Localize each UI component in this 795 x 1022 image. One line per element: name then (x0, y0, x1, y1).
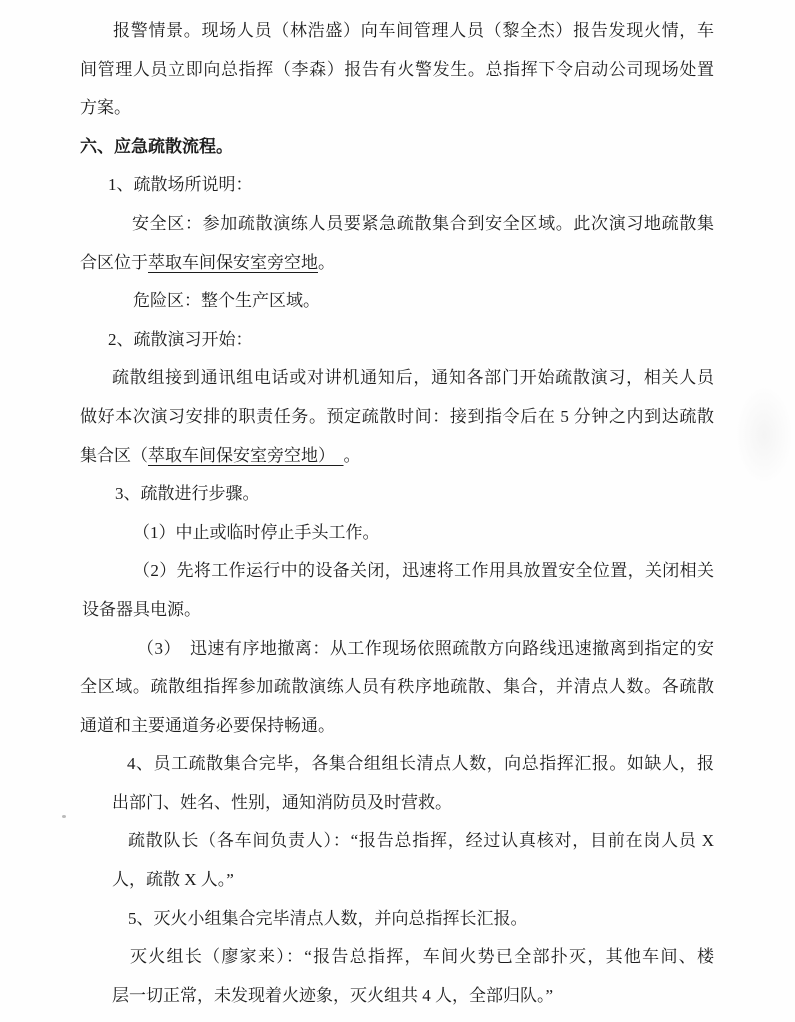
text-line (80, 128, 714, 167)
text-line (80, 861, 714, 900)
text-segment: 2、疏散演习开始： (108, 329, 253, 349)
text-segment: 4、员工疏散集合完毕，各集合组组长清点人数，向总指挥汇报。如缺人，报 (127, 754, 714, 774)
scan-smudge (735, 385, 793, 485)
text-line (80, 552, 714, 591)
text-line (80, 321, 714, 360)
underlined-text: 萃取车间保安室旁空地） (148, 445, 344, 465)
text-segment: 3、疏散进行步骤。 (115, 484, 260, 504)
text-line (80, 475, 714, 514)
text-line (80, 359, 714, 398)
text-line (80, 205, 714, 244)
text-line (80, 745, 714, 784)
text-line (80, 282, 714, 321)
text-line (80, 900, 714, 939)
text-segment: （3） 迅速有序地撤离：从工作现场依照疏散方向路线迅速撤离到指定的安 (137, 638, 714, 658)
text-segment: 设备器具电源。 (82, 599, 201, 619)
text-segment: 疏散组接到通讯组电话或对讲机通知后，通知各部门开始疏散演习，相关人员 (112, 368, 714, 388)
text-line (80, 938, 714, 977)
text-segment: 做好本次演习安排的职责任务。预定疏散时间：接到指令后在 5 分钟之内到达疏散 (80, 406, 714, 426)
text-segment: 间管理人员立即向总指挥（李森）报告有火警发生。总指挥下令启动公司现场处置 (80, 59, 714, 79)
text-segment: 安全区：参加疏散演练人员要紧急疏散集合到安全区域。此次演习地疏散集 (132, 213, 714, 233)
text-line (80, 398, 714, 437)
text-line (80, 89, 714, 128)
text-segment: 危险区：整个生产区域。 (133, 291, 320, 311)
text-line (80, 707, 714, 746)
text-segment: 报警情景。现场人员（林浩盛）向车间管理人员（黎全杰）报告发现火情，车 (113, 21, 714, 40)
text-segment: 5、灭火小组集合完毕清点人数，并向总指挥长汇报。 (128, 908, 528, 928)
text-line (80, 822, 714, 861)
text-segment: 灭火组长（廖家来）：“报告总指挥，车间火势已全部扑灭，其他车间、楼 (130, 947, 714, 967)
text-segment: 。 (343, 445, 361, 465)
document-text-block (80, 12, 714, 1015)
text-line (80, 591, 714, 630)
text-segment: 。 (318, 252, 335, 272)
text-segment: 出部门、姓名、性别，通知消防员及时营救。 (112, 792, 452, 812)
text-line (80, 437, 714, 476)
text-segment: 层一切正常，未发现着火迹象，灭火组共 4 人，全部归队。” (112, 985, 554, 1005)
text-segment: 集合区（ (80, 445, 148, 465)
underlined-text: 萃取车间保安室旁空地 (148, 252, 318, 272)
text-segment: 通道和主要通道务必要保持畅通。 (80, 715, 335, 735)
text-segment: 疏散队长（各车间负责人）：“报告总指挥，经过认真核对，目前在岗人员 X (128, 831, 714, 851)
text-line (80, 668, 714, 707)
text-line (80, 244, 714, 283)
text-segment: 合区位于 (80, 252, 148, 272)
text-line (80, 784, 714, 823)
text-segment: 全区域。疏散组指挥参加疏散演练人员有秩序地疏散、集合，并清点人数。各疏散 (80, 677, 714, 697)
text-segment: 人，疏散 X 人。” (112, 870, 234, 890)
text-line (80, 166, 714, 205)
text-segment: （2）先将工作运行中的设备关闭，迅速将工作用具放置安全位置，关闭相关 (133, 561, 714, 581)
text-line (80, 977, 714, 1016)
text-line (80, 630, 714, 669)
text-line (80, 514, 714, 553)
text-line (80, 12, 714, 51)
text-segment: 1、疏散场所说明： (108, 175, 253, 195)
text-segment: （1）中止或临时停止手头工作。 (133, 522, 380, 542)
text-segment: 方案。 (80, 98, 131, 118)
text-line (80, 51, 714, 90)
text-segment: 六、应急疏散流程。 (80, 136, 233, 156)
scan-speck (62, 815, 66, 818)
